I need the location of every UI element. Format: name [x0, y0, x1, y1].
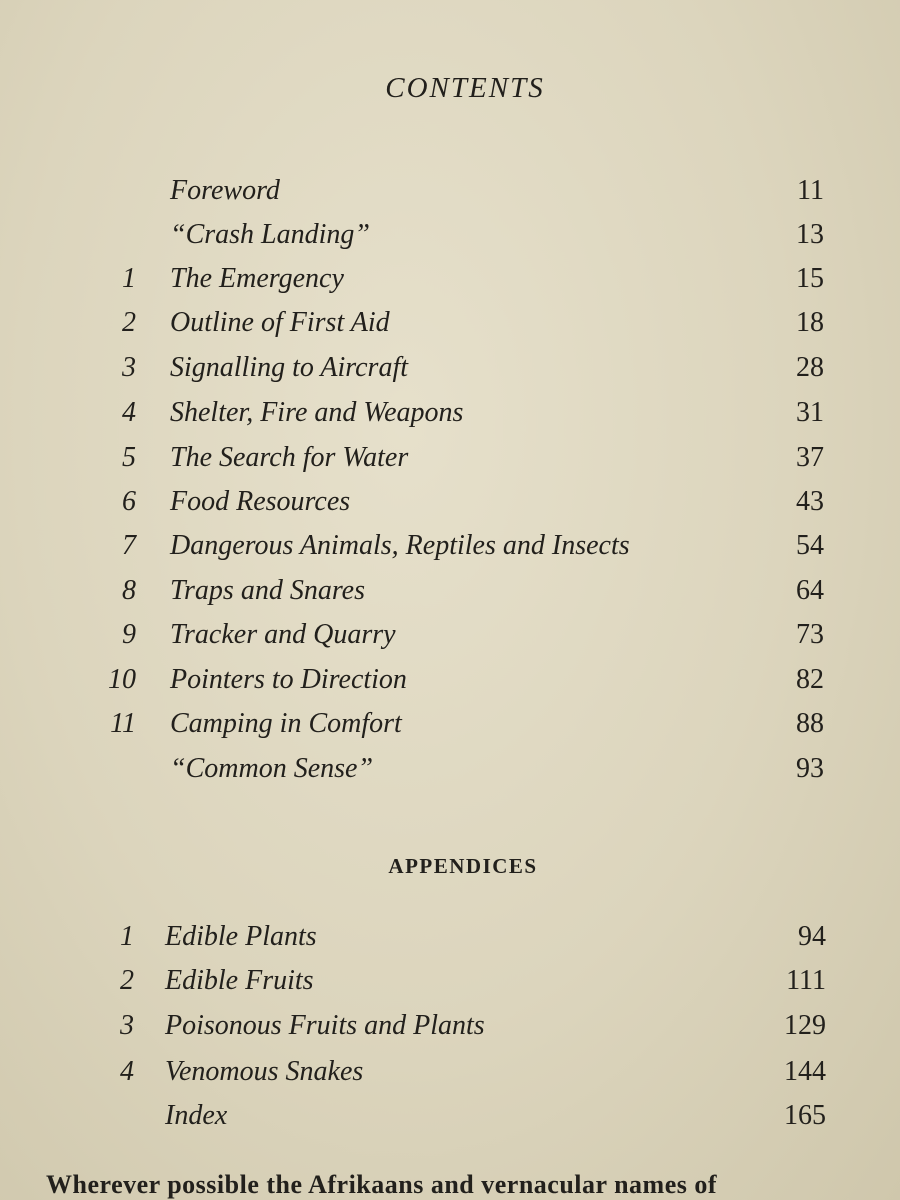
chapter-number: 8 [122, 575, 136, 606]
footnote-text: Wherever possible the Afrikaans and vernacular names of [46, 1170, 718, 1199]
appendix-row [0, 1095, 900, 1137]
page-number: 82 [796, 664, 824, 695]
page-number: 31 [796, 397, 824, 428]
toc-row [0, 614, 900, 656]
chapter-number: 10 [108, 664, 136, 695]
page-number: 94 [798, 921, 826, 952]
chapter-number: 5 [122, 442, 136, 473]
chapter-title: “Crash Landing” [170, 219, 370, 250]
appendix-number: 4 [120, 1056, 134, 1087]
appendix-number: 1 [120, 921, 134, 952]
toc-row [0, 392, 900, 434]
toc-row [0, 525, 900, 567]
toc-row [0, 437, 900, 479]
chapter-number: 3 [122, 352, 136, 383]
page-number: 73 [796, 619, 824, 650]
chapter-number: 2 [122, 307, 136, 338]
chapter-title: Foreword [170, 175, 280, 206]
page-number: 28 [796, 352, 824, 383]
toc-row [0, 347, 900, 389]
toc-row [0, 703, 900, 745]
page-number: 43 [796, 486, 824, 517]
chapter-title: The Search for Water [170, 442, 409, 473]
appendix-title: Index [165, 1100, 228, 1131]
chapter-title: The Emergency [170, 263, 344, 294]
chapter-number: 4 [122, 397, 136, 428]
appendix-row [0, 960, 900, 1002]
chapter-title: Signalling to Aircraft [170, 352, 409, 383]
chapter-title: Shelter, Fire and Weapons [170, 397, 464, 428]
appendix-title: Venomous Snakes [165, 1056, 364, 1087]
toc-row [0, 481, 900, 523]
toc-row [0, 214, 900, 256]
chapter-title: Pointers to Direction [170, 664, 407, 695]
toc-row [0, 258, 900, 300]
page-number: 15 [796, 263, 824, 294]
page-number: 93 [796, 753, 824, 784]
page-number: 165 [784, 1100, 826, 1131]
appendix-title: Poisonous Fruits and Plants [165, 1010, 485, 1041]
chapter-number: 1 [122, 263, 136, 294]
appendix-row [0, 1051, 900, 1093]
toc-row [0, 302, 900, 344]
chapter-title: Dangerous Animals, Reptiles and Insects [170, 530, 630, 561]
chapter-number: 9 [122, 619, 136, 650]
appendix-title: Edible Plants [165, 921, 317, 952]
page-number: 11 [797, 175, 824, 206]
chapter-title: Food Resources [170, 486, 351, 517]
chapter-number: 7 [122, 530, 136, 561]
page-number: 129 [784, 1010, 826, 1041]
chapter-title: Camping in Comfort [170, 708, 402, 739]
appendices-heading: APPENDICES [388, 854, 538, 878]
page-number: 18 [796, 307, 824, 338]
appendix-row [0, 1005, 900, 1047]
page-title: CONTENTS [385, 72, 545, 104]
toc-row [0, 170, 900, 212]
chapter-title: Tracker and Quarry [170, 619, 396, 650]
appendix-number: 2 [120, 965, 134, 996]
chapter-title: “Common Sense” [170, 753, 374, 784]
page-number: 111 [786, 965, 826, 996]
toc-row [0, 748, 900, 790]
toc-row [0, 659, 900, 701]
chapter-number: 11 [110, 708, 136, 739]
page-number: 37 [796, 442, 824, 473]
appendix-title: Edible Fruits [165, 965, 314, 996]
chapter-title: Outline of First Aid [170, 307, 390, 338]
page-number: 88 [796, 708, 824, 739]
toc-row [0, 570, 900, 612]
appendix-row [0, 916, 900, 958]
page-number: 144 [784, 1056, 826, 1087]
chapter-number: 6 [122, 486, 136, 517]
appendix-number: 3 [120, 1010, 134, 1041]
page-number: 13 [796, 219, 824, 250]
page-number: 54 [796, 530, 824, 561]
chapter-title: Traps and Snares [170, 575, 366, 606]
page-number: 64 [796, 575, 824, 606]
